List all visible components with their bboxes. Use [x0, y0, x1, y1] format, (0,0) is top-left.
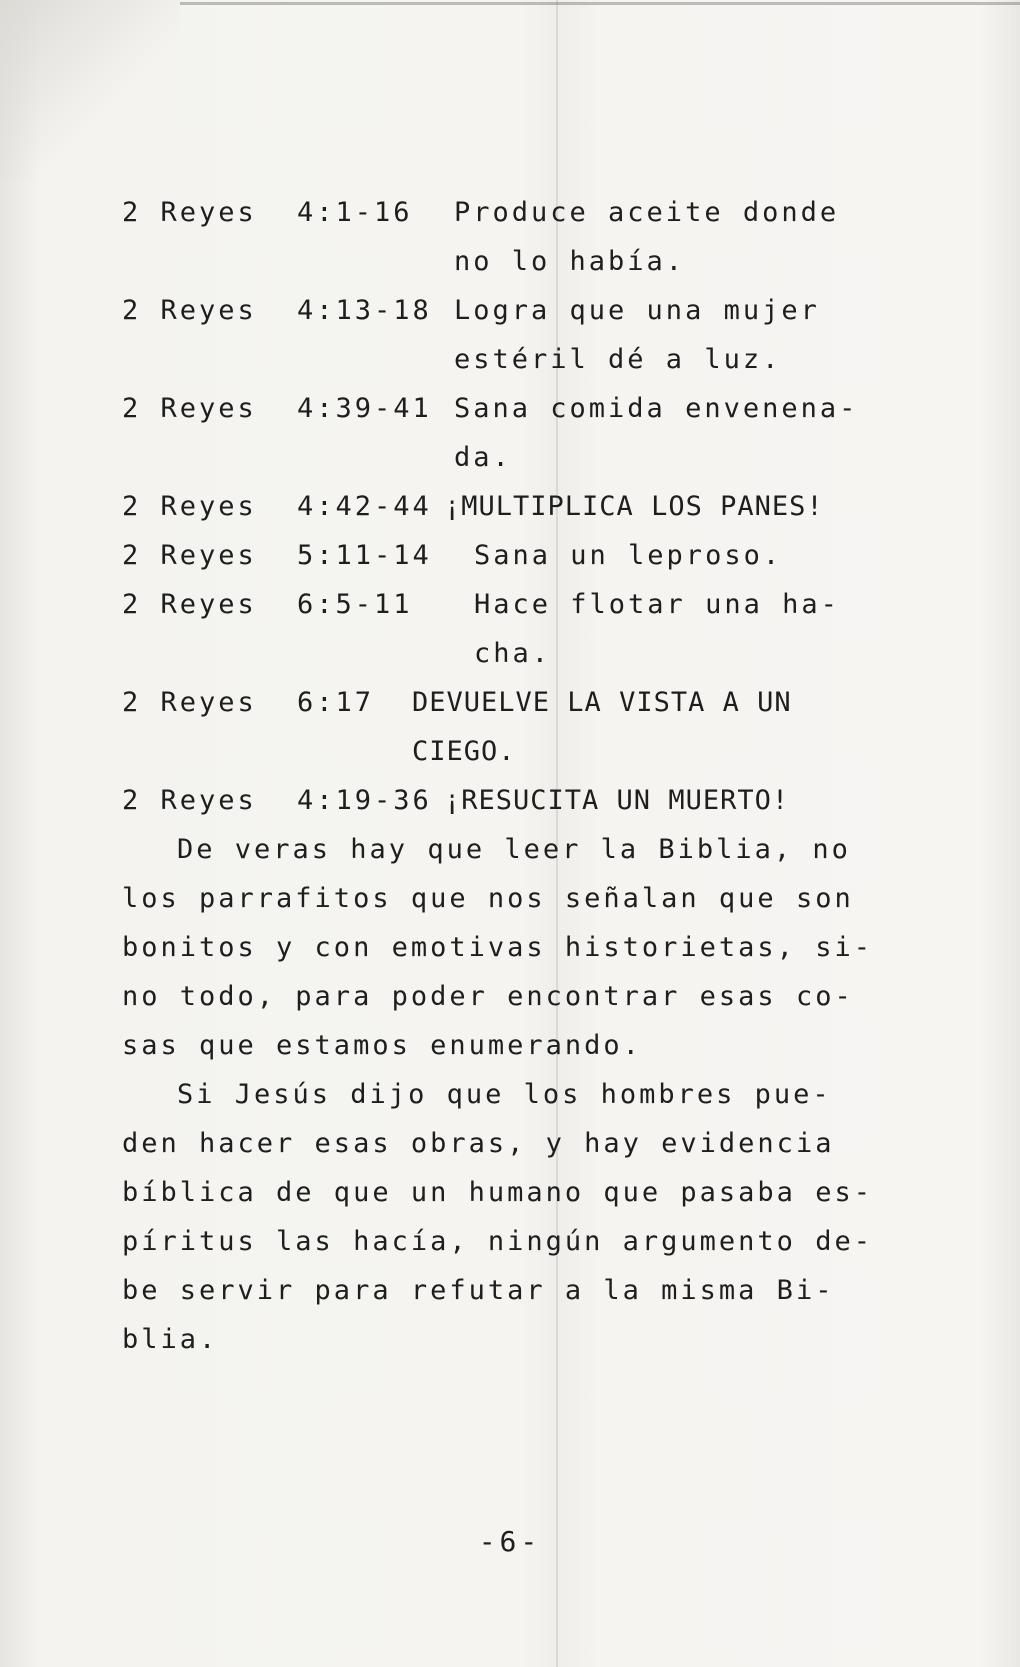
reference-continuation: [122, 629, 872, 678]
reference-entry: [122, 776, 872, 825]
verse-reference: 4:19-36: [297, 785, 432, 816]
page-number: -6-: [478, 1525, 542, 1558]
miracle-description: Logra que una mujer: [454, 295, 820, 326]
miracle-description-continued: cha.: [474, 638, 552, 669]
paragraph-line: sas que estamos enumerando.: [122, 1030, 642, 1061]
verse-reference: 4:1-16: [297, 197, 413, 228]
verse-reference: 6:5-11: [297, 589, 413, 620]
miracle-description: Hace flotar una ha-: [474, 589, 840, 620]
paragraph-line: den hacer esas obras, y hay evidencia: [122, 1128, 835, 1159]
miracle-description: Sana comida envenena-: [454, 393, 859, 424]
reference-entry: [122, 384, 872, 433]
reference-continuation: [122, 727, 872, 776]
miracle-description-continued: estéril dé a luz.: [454, 344, 782, 375]
page-top-edge: [180, 2, 1020, 5]
paragraph-line: De veras hay que leer la Biblia, no: [177, 834, 851, 865]
paragraph-line: blia.: [122, 1324, 219, 1355]
book-name: 2 Reyes: [122, 393, 257, 424]
miracle-description-continued: no lo había.: [454, 246, 686, 277]
reference-entry: [122, 188, 872, 237]
reference-entry: [122, 286, 872, 335]
reference-continuation: [122, 433, 872, 482]
paragraph-line: no todo, para poder encontrar esas co-: [122, 981, 854, 1012]
body-paragraph-1: [122, 825, 872, 1070]
verse-reference: 4:42-44: [297, 491, 432, 522]
miracle-description: ¡MULTIPLICA LOS PANES!: [444, 491, 824, 522]
book-name: 2 Reyes: [122, 687, 257, 718]
reference-continuation: [122, 335, 872, 384]
reference-entry: [122, 482, 872, 531]
reference-list: [122, 188, 872, 825]
paragraph-line: bonitos y con emotivas historietas, si-: [122, 932, 873, 963]
miracle-description: Produce aceite donde: [454, 197, 840, 228]
miracle-description: ¡RESUCITA UN MUERTO!: [444, 785, 790, 816]
body-paragraph-2: [122, 1070, 872, 1364]
verse-reference: 4:13-18: [297, 295, 432, 326]
miracle-description-continued: CIEGO.: [412, 736, 516, 767]
reference-continuation: [122, 237, 872, 286]
miracle-description: Sana un leproso.: [474, 540, 783, 571]
reference-entry: [122, 580, 872, 629]
verse-reference: 6:17: [297, 687, 375, 718]
book-name: 2 Reyes: [122, 589, 257, 620]
paragraph-line: los parrafitos que nos señalan que son: [122, 883, 854, 914]
paragraph-line: Si Jesús dijo que los hombres pue-: [177, 1079, 832, 1110]
page-content: [122, 188, 872, 1364]
miracle-description-continued: da.: [454, 442, 512, 473]
book-name: 2 Reyes: [122, 491, 257, 522]
paragraph-line: be servir para refutar a la misma Bi-: [122, 1275, 835, 1306]
reference-entry: [122, 678, 872, 727]
book-name: 2 Reyes: [122, 197, 257, 228]
verse-reference: 5:11-14: [297, 540, 432, 571]
paragraph-line: píritus las hacía, ningún argumento de-: [122, 1226, 873, 1257]
page-corner-shadow: [0, 0, 180, 180]
book-name: 2 Reyes: [122, 540, 257, 571]
verse-reference: 4:39-41: [297, 393, 432, 424]
book-name: 2 Reyes: [122, 785, 257, 816]
paragraph-line: bíblica de que un humano que pasaba es-: [122, 1177, 873, 1208]
reference-entry: [122, 531, 872, 580]
book-name: 2 Reyes: [122, 295, 257, 326]
miracle-description: DEVUELVE LA VISTA A UN: [412, 687, 792, 718]
